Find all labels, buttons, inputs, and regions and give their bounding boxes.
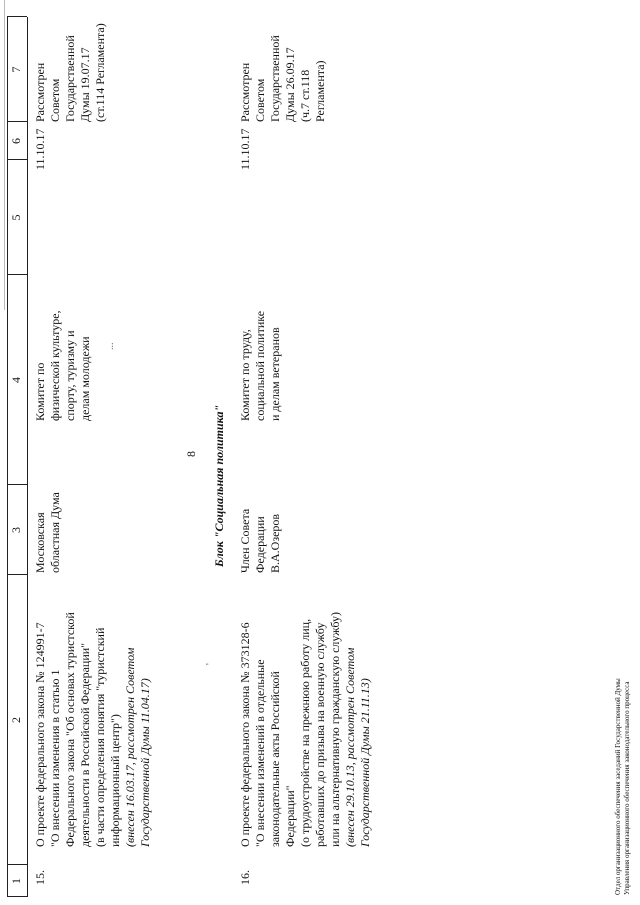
- initiator: Московская областная Дума: [33, 492, 62, 573]
- status: Рассмотрен Советом Государственной Думы 26.09.17 (ч.7 ст.118 Регламента): [238, 35, 327, 122]
- column-header: 5: [9, 214, 23, 221]
- scan-mark: ...: [105, 342, 116, 350]
- footer-note: Отдел организационного обеспечения заседаний Государственной Думы Управления организационного обеспечения законодательного процесса: [614, 678, 631, 895]
- column-header: 4: [9, 377, 23, 383]
- committee: Комитет по физической культуре, спорту, туризму и делам молодежи: [33, 310, 92, 421]
- page-number: 8: [184, 451, 198, 457]
- header-bottom-line: [27, 17, 28, 897]
- date: 11.10.17: [33, 128, 47, 170]
- committee: Комитет по труду, социальной политике и делам ветеранов: [238, 310, 282, 421]
- bill-note: (внесен 29.10.13, рассмотрен Советом Государственной Думы 21.11.13): [343, 647, 372, 847]
- top-rule: [4, 0, 5, 310]
- bill-cell: [33, 577, 153, 847]
- date: 11.10.17: [238, 128, 252, 170]
- status: Рассмотрен Советом Государственной Думы 19.07.17 (ст.114 Регламента): [33, 23, 107, 122]
- initiator: Член Совета Федерации В.А.Озеров: [238, 508, 282, 573]
- header-top-line: [7, 17, 8, 897]
- column-header: 2: [9, 717, 23, 723]
- scan-mark: ': [205, 663, 216, 665]
- column-header: 7: [9, 66, 23, 73]
- row-number: 15.: [33, 870, 47, 885]
- block-title: Блок "Социальная политика": [212, 404, 226, 567]
- bill-title: О проекте федерального закона № 373128-6 "О внесении изменений в отдельные законодательные акты Российской Федерации" (о трудоустройстве на прежнюю работу лиц, работавших до призыва на военную службу или на альтернативную гражданскую службу): [238, 611, 342, 847]
- column-header: 6: [9, 138, 23, 144]
- column-header: 3: [9, 527, 23, 533]
- bill-title: О проекте федерального закона № 124991-7 "О внесении изменения в статью 1 Федерального закона "Об основах туристской деятельности в Российской Федерации" (в части определения понятия "туристский информационный центр"): [33, 612, 122, 847]
- bill-note: (внесен 16.03.17, рассмотрен Советом Государственной Думы 11.04.17): [123, 647, 152, 847]
- row-number: 16.: [238, 870, 252, 885]
- column-header: 1: [9, 878, 23, 884]
- bill-cell: [238, 572, 373, 847]
